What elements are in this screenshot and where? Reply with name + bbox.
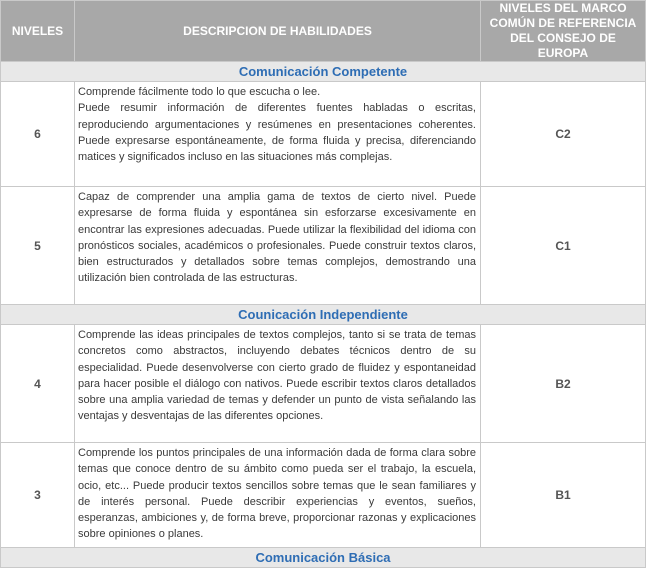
cefr-level-cell: B1	[481, 443, 646, 548]
section-row	[1, 305, 646, 325]
section-row	[1, 62, 646, 82]
table-row	[1, 187, 646, 305]
table-row	[1, 82, 646, 187]
level-cell: 4	[1, 325, 75, 443]
header-marco	[481, 1, 646, 62]
description-cell: Comprende fácilmente todo lo que escucha o lee. Puede resumir información de diferentes fuentes habladas o escritas, reproduciendo argumentaciones y resúmenes en presentaciones coherentes. Puede expresarse espontáneamente, de forma fluida y precisa, diferenciando matices y significados incluso en las situaciones más complejas.	[75, 82, 481, 187]
section-title: Comunicación Competente	[1, 62, 646, 82]
header-marco-text: NIVELES DEL MARCO COMÚN DE REFERENCIA DEL CONSEJO DE EUROPA	[489, 1, 637, 60]
cefr-level-cell: C2	[481, 82, 646, 187]
level-cell: 6	[1, 82, 75, 187]
header-niveles: NIVELES	[1, 1, 75, 62]
table-row	[1, 325, 646, 443]
header-row	[1, 1, 646, 62]
description-cell: Capaz de comprender una amplia gama de textos de cierto nivel. Puede expresarse de forma fluida y espontánea sin esforzarse excesivamente en encontrar las expresiones adecuadas. Puede utilizar la flexibilidad del idioma con pronósticos sociales, académicos o profesionales. Puede construir textos claros, bien estructurados y detallados sobre temas complejos, demostrando una utilización bien controlada de las estructuras.	[75, 187, 481, 305]
description-cell: Comprende las ideas principales de textos complejos, tanto si se trata de temas concretos como abstractos, incluyendo debates técnicos dentro de su especialidad. Puede desenvolverse con cierto grado de fluidez y espontaneidad para hacer posible el diálogo con nativos. Puede escribir textos claros detallados sobre una amplia variedad de temas y defender un punto de vista señalando las ventajas y desventajas de las diferentes opciones.	[75, 325, 481, 443]
section-row	[1, 548, 646, 568]
description-cell: Comprende los puntos principales de una información dada de forma clara sobre temas que conoce dentro de su ámbito como pueda ser el trabajo, la escuela, ocio, etc... Puede producir textos sencillos sobre temas que le sean familiares y de interés personal. Puede describir experiencias y eventos, sueños, esperanzas, ambiciones y, de forma breve, proporcionar razonas y explicaciones sobre opiniones o planes.	[75, 443, 481, 548]
section-title: Counicación Independiente	[1, 305, 646, 325]
level-cell: 3	[1, 443, 75, 548]
table-row	[1, 443, 646, 548]
header-descripcion: DESCRIPCION DE HABILIDADES	[75, 1, 481, 62]
section-title: Comunicación Básica	[1, 548, 646, 568]
cefr-level-cell: B2	[481, 325, 646, 443]
cefr-level-cell: C1	[481, 187, 646, 305]
level-cell: 5	[1, 187, 75, 305]
